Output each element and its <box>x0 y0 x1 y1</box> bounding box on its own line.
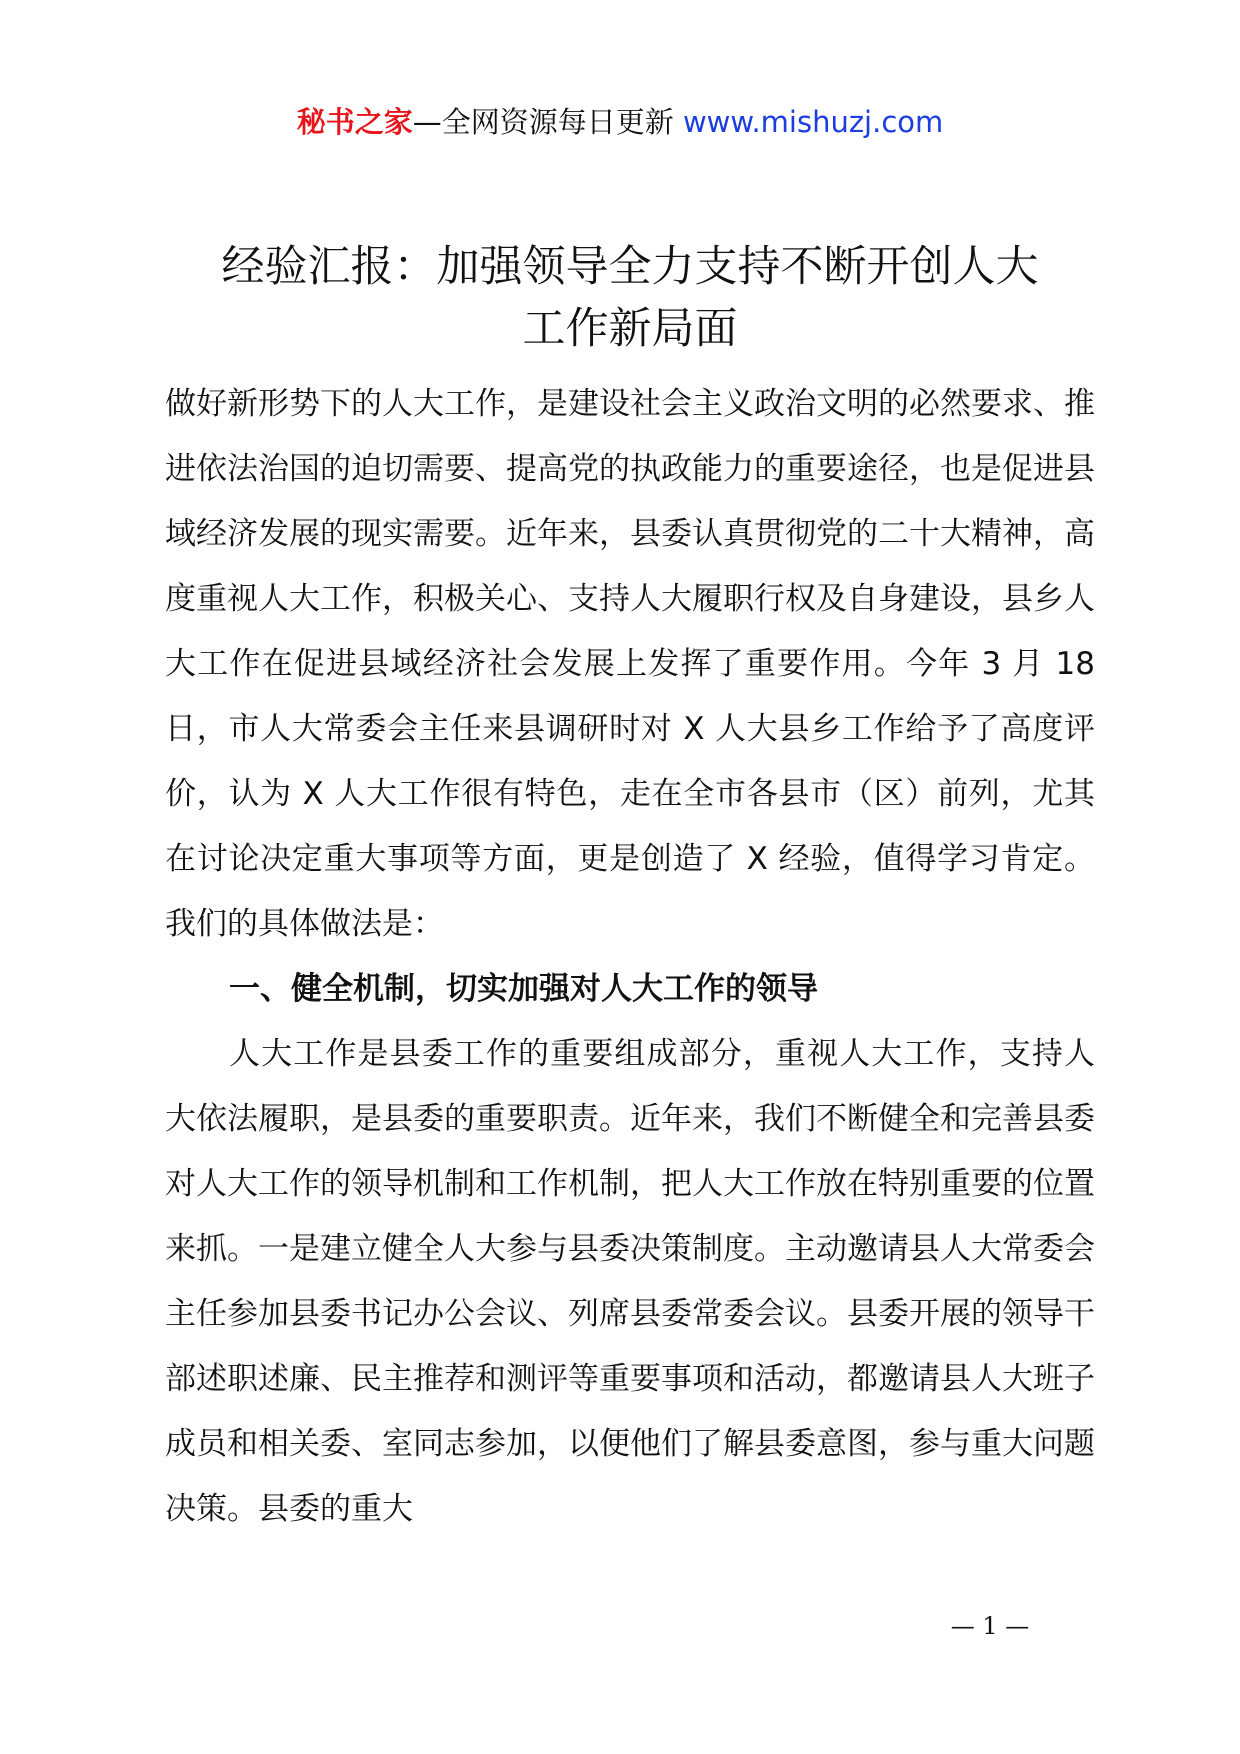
intro-paragraph: 做好新形势下的人大工作，是建设社会主义政治文明的必然要求、推进依法治国的迫切需要、提高党的执政能力的重要途径，也是促进县域经济发展的现实需要。近年来，县委认真贯彻党的二十大精神，高度重视人大工作，积极关心、支持人大履职行权及自身建设，县乡人大工作在促进县域经济社会发展上发挥了重要作用。今年 3 月 18 日，市人大常委会主任来县调研时对 X 人大县乡工作给予了高度评价，认为 X 人大工作很有特色，走在全市各县市（区）前列，尤其在讨论决定重大事项等方面，更是创造了 X 经验，值得学习肯定。我们的具体做法是： <box>165 386 1095 942</box>
site-brand-name: 秘书之家 <box>296 105 413 139</box>
site-tagline: —全网资源每日更新 <box>412 105 683 139</box>
page-number: — 1 — <box>950 1612 1030 1640</box>
document-title <box>160 236 1100 360</box>
site-header-banner <box>0 100 1240 144</box>
document-title-line-1: 经验汇报：加强领导全力支持不断开创人大 <box>221 242 1039 292</box>
section-1-heading: 一、健全机制，切实加强对人大工作的领导 <box>229 971 818 1007</box>
site-url: www.mishuzj.com <box>682 105 944 139</box>
document-title-line-2: 工作新局面 <box>522 304 738 354</box>
section-1-paragraph: 人大工作是县委工作的重要组成部分，重视人大工作，支持人大依法履职，是县委的重要职责。近年来，我们不断健全和完善县委对人大工作的领导机制和工作机制，把人大工作放在特别重要的位置来抓。一是建立健全人大参与县委决策制度。主动邀请县人大常委会主任参加县委书记办公会议、列席县委常委会议。县委开展的领导干部述职述廉、民主推荐和测评等重要事项和活动，都邀请县人大班子成员和相关委、室同志参加，以便他们了解县委意图，参与重大问题决策。县委的重大 <box>165 1036 1095 1527</box>
document-body <box>165 372 1095 1542</box>
